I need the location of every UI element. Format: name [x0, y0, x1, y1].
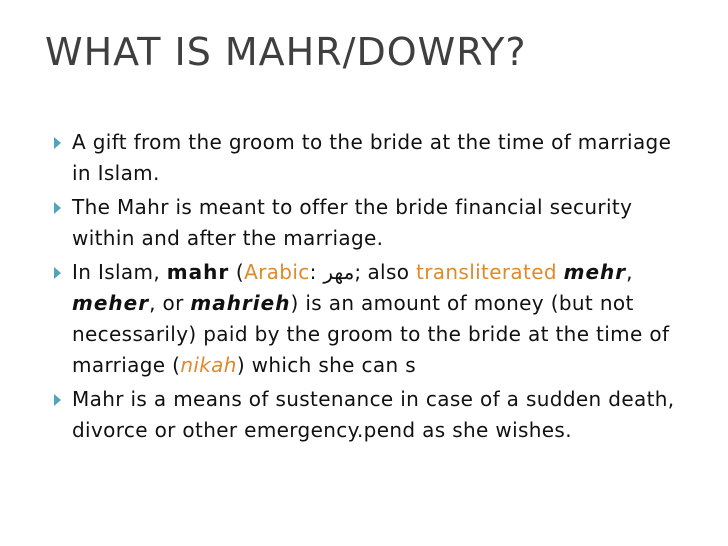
transliterated-link[interactable]: transliterated	[416, 260, 557, 284]
triangle-right-icon	[54, 202, 61, 214]
bullet-item	[52, 192, 692, 254]
bullet-item	[52, 257, 692, 381]
term-mahrieh: mahrieh	[190, 291, 291, 315]
bullet-item	[52, 127, 692, 189]
bullet-text: The Mahr is meant to offer the bride financial security within and after the marriage.	[72, 195, 633, 250]
arabic-link[interactable]: Arabic	[244, 260, 310, 284]
triangle-right-icon	[54, 137, 61, 149]
bullet-text-part	[557, 260, 564, 284]
bullet-text-part: ) which she can s	[236, 353, 417, 377]
bullet-text: A gift from the groom to the bride at the time of marriage in Islam.	[72, 130, 672, 185]
bullet-list	[52, 127, 692, 449]
term-mahr: mahr	[166, 260, 230, 284]
bullet-item	[52, 384, 692, 446]
nikah-link[interactable]: nikah	[180, 353, 237, 377]
term-meher: meher	[72, 291, 150, 315]
bullet-text-part: ,	[626, 260, 633, 284]
slide-title: WHAT IS MAHR/DOWRY?	[45, 30, 527, 74]
bullet-text: Mahr is a means of sustenance in case of a sudden death, divorce or other emergency.pend as she wishes.	[72, 387, 675, 442]
bullet-text-part: , or	[149, 291, 191, 315]
bullet-text-part: :	[309, 260, 324, 284]
bullet-text-part: In Islam,	[72, 260, 167, 284]
bullet-text-part: ) is an amount of money (but not necessarily) paid by the groom to the bride at the time of marriage (	[72, 291, 670, 377]
arabic-word: مهر	[323, 260, 355, 284]
term-mehr: mehr	[563, 260, 627, 284]
triangle-right-icon	[54, 394, 61, 406]
bullet-text-part: (	[229, 260, 245, 284]
bullet-text-part: ; also	[354, 260, 417, 284]
triangle-right-icon	[54, 267, 61, 279]
